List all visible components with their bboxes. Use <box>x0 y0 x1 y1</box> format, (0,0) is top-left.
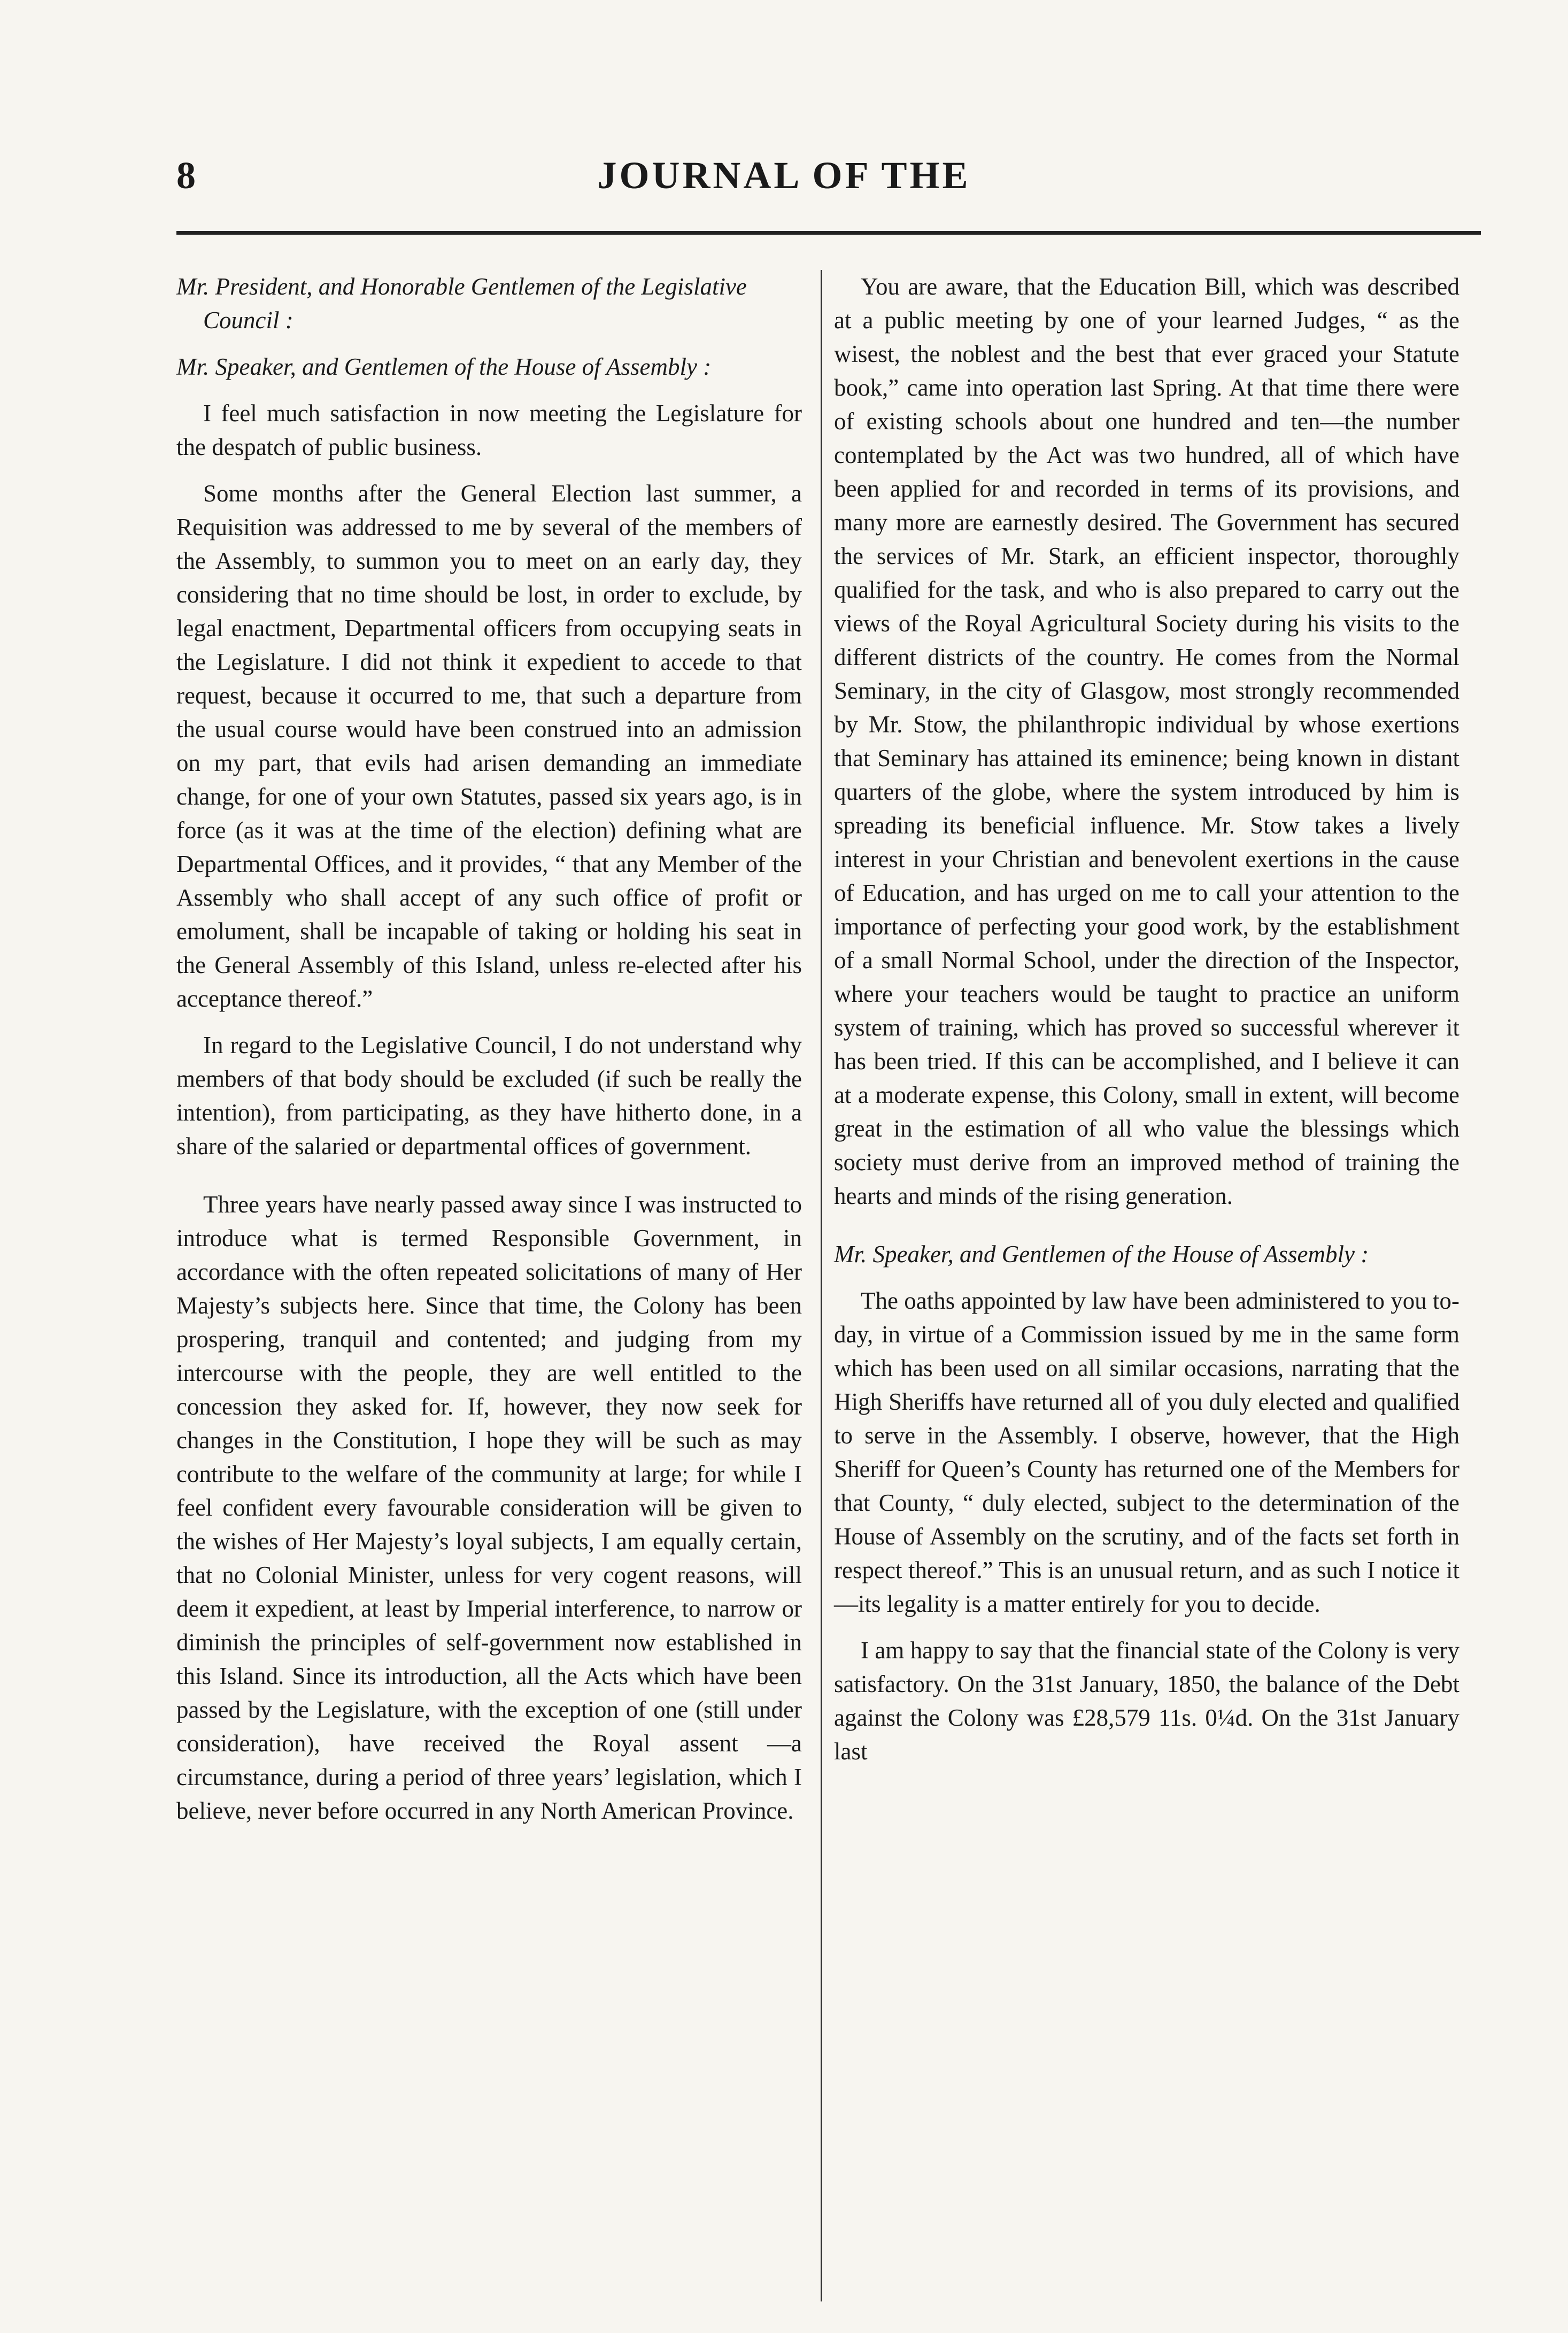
paragraph: Three years have nearly passed away since I was instructed to introduce what is termed Responsible Government, in accordance with the often repeated solicitations of many of Her Majesty’s subjects here. Since that time, the Colony has been prospering, tranquil and contented; and judging from my intercourse with the people, they are well entitled to the concession they asked for. If, however, they now seek for changes in the Constitution, I hope they will be such as may contribute to the welfare of the community at large; for while I feel confident every favourable consideration will be given to the wishes of Her Majesty’s loyal subjects, I am equally certain, that no Colonial Minister, unless for very cogent reasons, will deem it expedient, at least by Imperial interference, to narrow or diminish the principles of self-government now established in this Island. Since its introduction, all the Acts which have been passed by the Legislature, with the exception of one (still under consideration), have received the Royal assent —a circumstance, during a period of three years’ legislation, which I believe, never before occurred in any North American Province. <box>176 1191 802 1824</box>
address-council: Mr. President, and Honorable Gentlemen of the Legislative Council : <box>176 273 747 334</box>
address-assembly: Mr. Speaker, and Gentlemen of the House of Assembly : <box>834 1241 1369 1268</box>
page-header <box>0 0 1568 197</box>
paragraph: In regard to the Legislative Council, I do not understand why members of that body should be excluded (if such be really the intention), from participating, as they have hitherto done, in a share of the salaried or departmental offices of government. <box>176 1032 802 1160</box>
paragraph: You are aware, that the Education Bill, which was described at a public meeting by one of your learned Judges, “ as the wisest, the noblest and the best that ever graced your Statute book,” came into operation last Spring. At that time there were of existing schools about one hundred and ten—the number contemplated by the Act was two hundred, all of which have been applied for and recorded in terms of its provisions, and many more are earnestly desired. The Government has secured the services of Mr. Stark, an efficient inspector, thoroughly qualified for the task, and who is also prepared to carry out the views of the Royal Agricultural Society during his visits to the different districts of the country. He comes from the Normal Seminary, in the city of Glasgow, most strongly recommended by Mr. Stow, the philanthropic individual by whose exertions that Seminary has attained its eminence; being known in distant quarters of the globe, where the system introduced by him is spreading its beneficial influence. Mr. Stow takes a lively interest in your Christian and benevolent exertions in the cause of Education, and has urged on me to call your attention to the importance of perfecting your good work, by the establishment of a small Normal School, under the direction of the Inspector, where your teachers would be taught to practice an uniform system of training, which has proved so successful wherever it has been tried. If this can be accomplished, and I believe it can at a moderate expense, this Colony, small in extent, will become great in the estimation of all who value the blessings which society must derive from an improved method of training the hearts and minds of the rising generation. <box>834 273 1459 1209</box>
paragraph: I am happy to say that the financial state of the Colony is very satisfactory. On the 31st January, 1850, the balance of the Debt against the Colony was £28,579 11s. 0¼d. On the 31st January last <box>834 1637 1459 1765</box>
running-head: JOURNAL OF THE <box>597 154 971 197</box>
header-rule <box>176 231 1481 235</box>
column-divider <box>821 270 822 2301</box>
paragraph: The oaths appointed by law have been administered to you to-day, in virtue of a Commission issued by me in the same form which has been used on all similar occasions, narrating that the High Sheriffs have returned all of you duly elected and qualified to serve in the Assembly. I observe, however, that the High Sheriff for Queen’s County has returned one of the Members for that County, “ duly elected, subject to the determination of the House of Assembly on the scrutiny, and of the facts set forth in respect thereof.” This is an unusual return, and as such I notice it—its legality is a matter entirely for you to decide. <box>834 1287 1459 1617</box>
paragraph: Some months after the General Election last summer, a Requisition was addressed to me by several of the members of the Assembly, to summon you to meet on an early day, they considering that no time should be lost, in order to exclude, by legal enactment, Departmental officers from occupying seats in the Legislature. I did not think it expedient to accede to that request, because it occurred to me, that such a departure from the usual course would have been construed into an admission on my part, that evils had arisen demanding an immediate change, for one of your own Statutes, passed six years ago, is in force (as it was at the time of the election) defining what are Departmental Offices, and it provides, “ that any Member of the Assembly who shall accept of any such office of profit or emolument, shall be incapable of taking or holding his seat in the General Assembly of this Island, unless re-elected after his acceptance thereof.” <box>176 480 802 1012</box>
left-column <box>176 270 802 1841</box>
paragraph: I feel much satisfaction in now meeting the Legislature for the despatch of public business. <box>176 400 802 460</box>
address-assembly: Mr. Speaker, and Gentlemen of the House of Assembly : <box>176 353 712 380</box>
page-number: 8 <box>176 154 196 197</box>
right-column <box>834 270 1459 1781</box>
